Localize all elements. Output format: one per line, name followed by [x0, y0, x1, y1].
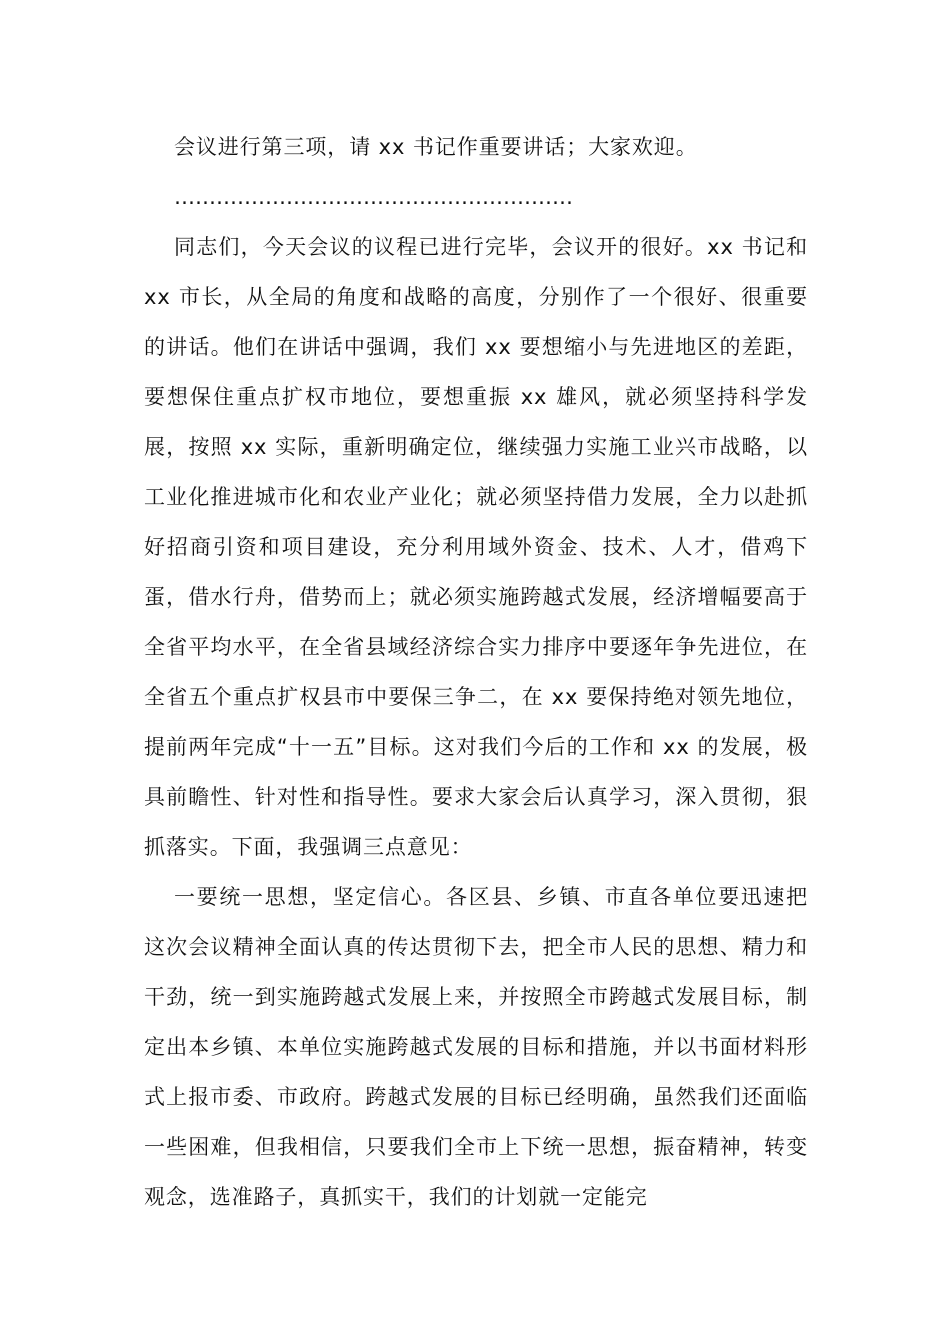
document-body: [144, 122, 808, 1222]
paragraph-agenda-item: 会议进行第三项，请 xx 书记作重要讲话；大家欢迎。: [174, 135, 698, 159]
ellipsis-separator: …………………………………………………: [174, 185, 573, 209]
paragraph-closing-remarks: 同志们，今天会议的议程已进行完毕，会议开的很好。xx 书记和 xx 市长，从全局的角度和战略的高度，分别作了一个很好、很重要的讲话。他们在讲话中强调，我们 xx 要想缩小与先进地区的差距，要想保住重点扩权市地位，要想重振 xx 雄风，就必须坚持科学发展，按照 xx 实际，重新明确定位，继续强力实施工业兴市战略，以工业化推进城市化和农业产业化；就必须坚持借力发展，全力以赴抓好招商引资和项目建设，充分利用域外资金、技术、人才，借鸡下蛋，借水行舟，借势而上；就必须实施跨越式发展，经济增幅要高于全省平均水平，在全省县域经济综合实力排序中要逐年争先进位，在全省五个重点扩权县市中要保三争二，在 xx 要保持绝对领先地位，提前两年完成“十一五”目标。这对我们今后的工作和 xx 的发展，极具前瞻性、针对性和指导性。要求大家会后认真学习，深入贯彻，狠抓落实。下面，我强调三点意见：: [144, 235, 808, 859]
paragraph-point-one: 一要统一思想，坚定信心。各区县、乡镇、市直各单位要迅速把这次会议精神全面认真的传达贯彻下去，把全市人民的思想、精力和干劲，统一到实施跨越式发展上来，并按照全市跨越式发展目标，制定出本乡镇、本单位实施跨越式发展的目标和措施，并以书面材料形式上报市委、市政府。跨越式发展的目标已经明确，虽然我们还面临一些困难，但我相信，只要我们全市上下统一思想，振奋精神，转变观念，选准路子，真抓实干，我们的计划就一定能完: [144, 885, 808, 1209]
